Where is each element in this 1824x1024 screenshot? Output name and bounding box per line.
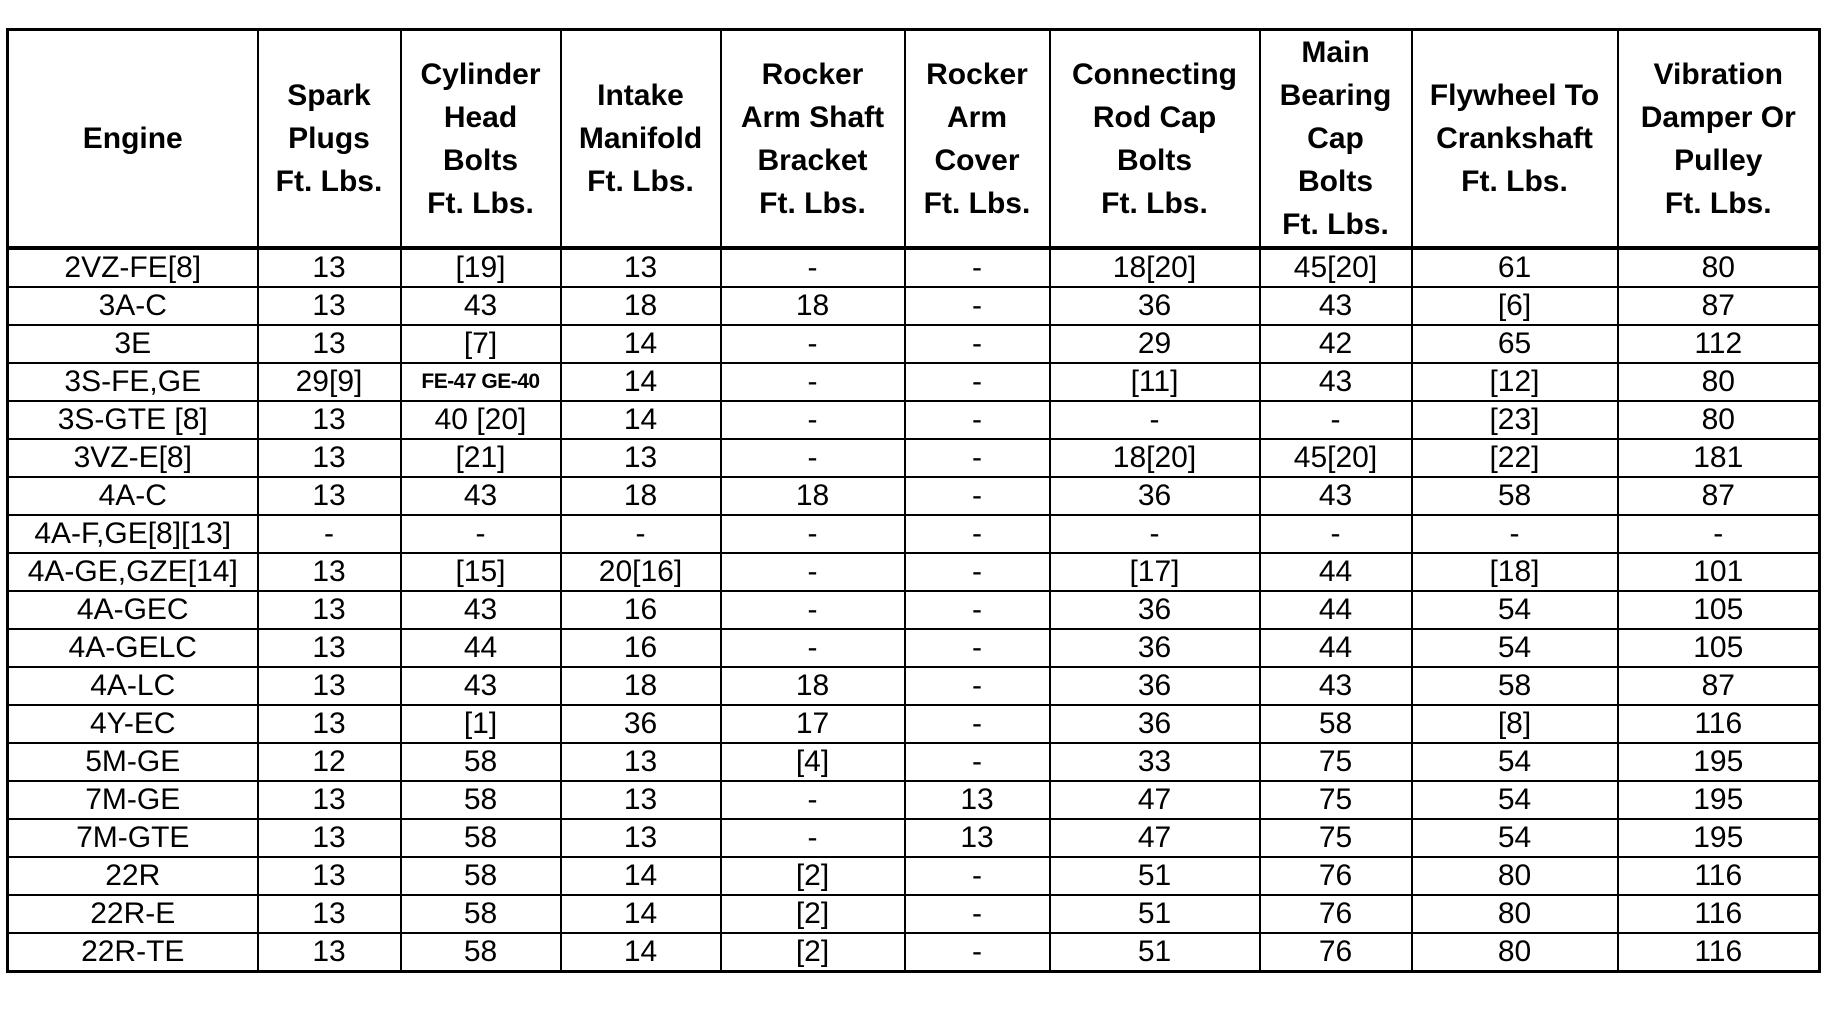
column-header-line: Ft. Lbs. xyxy=(1282,208,1389,241)
cell-cylinder-head-bolts: 44 xyxy=(401,629,561,667)
cell-rocker-arm-shaft-bracket: - xyxy=(721,325,905,363)
cell-spark-plugs: 13 xyxy=(258,857,401,895)
column-header-line: Bearing xyxy=(1279,79,1392,112)
column-header-line: Ft. Lbs. xyxy=(587,165,694,198)
cell-engine: 7M-GE xyxy=(8,781,258,819)
table-row xyxy=(8,553,1820,591)
cell-engine: 3E xyxy=(8,325,258,363)
header-row xyxy=(8,30,1820,249)
cell-rocker-arm-shaft-bracket: [4] xyxy=(721,743,905,781)
cell-vibration-damper-or-pulley: 80 xyxy=(1618,363,1820,401)
cell-intake-manifold: 16 xyxy=(561,629,721,667)
cell-cylinder-head-bolts: 43 xyxy=(401,287,561,325)
cell-vibration-damper-or-pulley: 195 xyxy=(1618,781,1820,819)
cell-main-bearing-cap-bolts: 45[20] xyxy=(1260,439,1412,477)
cell-vibration-damper-or-pulley: 116 xyxy=(1618,933,1820,972)
cell-connecting-rod-cap-bolts: 36 xyxy=(1050,591,1260,629)
cell-main-bearing-cap-bolts: 58 xyxy=(1260,705,1412,743)
table-row xyxy=(8,363,1820,401)
cell-connecting-rod-cap-bolts: 18[20] xyxy=(1050,248,1260,287)
cell-vibration-damper-or-pulley: 116 xyxy=(1618,895,1820,933)
column-header-line: Bolts xyxy=(1298,165,1373,198)
cell-intake-manifold: 14 xyxy=(561,895,721,933)
column-header-spark-plugs xyxy=(258,30,401,249)
cell-flywheel-to-crankshaft: 58 xyxy=(1412,667,1618,705)
cell-flywheel-to-crankshaft: 54 xyxy=(1412,819,1618,857)
cell-rocker-arm-shaft-bracket: [2] xyxy=(721,895,905,933)
column-header-connecting-rod-cap-bolts xyxy=(1050,30,1260,249)
cell-spark-plugs: 13 xyxy=(258,439,401,477)
cell-cylinder-head-bolts: 40 [20] xyxy=(401,401,561,439)
cell-cylinder-head-bolts: 58 xyxy=(401,781,561,819)
cell-rocker-arm-shaft-bracket: 18 xyxy=(721,477,905,515)
cell-rocker-arm-cover: - xyxy=(905,287,1050,325)
cell-rocker-arm-shaft-bracket: - xyxy=(721,629,905,667)
column-header-line: Cylinder xyxy=(420,57,541,91)
column-header-line: Cap xyxy=(1307,122,1364,155)
cell-rocker-arm-cover: - xyxy=(905,895,1050,933)
cell-intake-manifold: 14 xyxy=(561,401,721,439)
cell-flywheel-to-crankshaft: [18] xyxy=(1412,553,1618,591)
cell-engine: 22R-E xyxy=(8,895,258,933)
cell-cylinder-head-bolts: [15] xyxy=(401,553,561,591)
cell-main-bearing-cap-bolts: 45[20] xyxy=(1260,248,1412,287)
cell-rocker-arm-cover: - xyxy=(905,705,1050,743)
cell-flywheel-to-crankshaft: 58 xyxy=(1412,477,1618,515)
column-header-line: Arm xyxy=(946,100,1007,134)
table-row xyxy=(8,819,1820,857)
cell-intake-manifold: 14 xyxy=(561,363,721,401)
table-row xyxy=(8,477,1820,515)
table-row xyxy=(8,401,1820,439)
cell-vibration-damper-or-pulley: 87 xyxy=(1618,287,1820,325)
column-header-line: Engine xyxy=(82,122,183,155)
cell-engine: 3VZ-E[8] xyxy=(8,439,258,477)
column-header-line: Intake xyxy=(597,79,684,112)
column-header-rocker-arm-shaft-bracket xyxy=(721,30,905,249)
cell-connecting-rod-cap-bolts: 51 xyxy=(1050,857,1260,895)
cell-rocker-arm-cover: - xyxy=(905,933,1050,972)
cell-flywheel-to-crankshaft: [23] xyxy=(1412,401,1618,439)
cell-main-bearing-cap-bolts: 76 xyxy=(1260,857,1412,895)
cell-flywheel-to-crankshaft: 80 xyxy=(1412,895,1618,933)
table-row xyxy=(8,248,1820,287)
cell-vibration-damper-or-pulley: 112 xyxy=(1618,325,1820,363)
column-header-rocker-arm-cover xyxy=(905,30,1050,249)
cell-connecting-rod-cap-bolts: 36 xyxy=(1050,629,1260,667)
cell-vibration-damper-or-pulley: 80 xyxy=(1618,401,1820,439)
cell-rocker-arm-cover: - xyxy=(905,857,1050,895)
column-header-line: Pulley xyxy=(1674,143,1763,177)
column-header-line: Ft. Lbs. xyxy=(759,186,866,220)
cell-engine: 22R xyxy=(8,857,258,895)
cell-main-bearing-cap-bolts: 43 xyxy=(1260,477,1412,515)
column-header-vibration-damper-or-pulley xyxy=(1618,30,1820,249)
cell-spark-plugs: 13 xyxy=(258,705,401,743)
cell-rocker-arm-cover: - xyxy=(905,553,1050,591)
cell-main-bearing-cap-bolts: 44 xyxy=(1260,629,1412,667)
cell-rocker-arm-shaft-bracket: [2] xyxy=(721,933,905,972)
cell-engine: 7M-GTE xyxy=(8,819,258,857)
cell-spark-plugs: 13 xyxy=(258,781,401,819)
cell-rocker-arm-cover: - xyxy=(905,477,1050,515)
cell-vibration-damper-or-pulley: 195 xyxy=(1618,819,1820,857)
column-header-line: Arm Shaft xyxy=(740,100,885,134)
cell-connecting-rod-cap-bolts: 47 xyxy=(1050,781,1260,819)
cell-main-bearing-cap-bolts: 75 xyxy=(1260,743,1412,781)
table-row xyxy=(8,629,1820,667)
cell-flywheel-to-crankshaft: - xyxy=(1412,515,1618,553)
table-row xyxy=(8,857,1820,895)
column-header-engine xyxy=(8,30,258,249)
cell-flywheel-to-crankshaft: [12] xyxy=(1412,363,1618,401)
column-header-flywheel-to-crankshaft xyxy=(1412,30,1618,249)
cell-cylinder-head-bolts: 43 xyxy=(401,591,561,629)
cell-cylinder-head-bolts: 58 xyxy=(401,933,561,972)
cell-connecting-rod-cap-bolts: 18[20] xyxy=(1050,439,1260,477)
cell-spark-plugs: 13 xyxy=(258,819,401,857)
cell-intake-manifold: 13 xyxy=(561,781,721,819)
cell-connecting-rod-cap-bolts: 36 xyxy=(1050,477,1260,515)
cell-connecting-rod-cap-bolts: [17] xyxy=(1050,553,1260,591)
cell-engine: 3S-FE,GE xyxy=(8,363,258,401)
cell-engine: 4A-LC xyxy=(8,667,258,705)
cell-main-bearing-cap-bolts: 76 xyxy=(1260,895,1412,933)
cell-main-bearing-cap-bolts: 42 xyxy=(1260,325,1412,363)
cell-rocker-arm-shaft-bracket: - xyxy=(721,515,905,553)
column-header-line: Ft. Lbs. xyxy=(1101,186,1208,220)
cell-connecting-rod-cap-bolts: [11] xyxy=(1050,363,1260,401)
cell-rocker-arm-cover: - xyxy=(905,743,1050,781)
cell-intake-manifold: 16 xyxy=(561,591,721,629)
table-body xyxy=(8,248,1820,972)
cell-connecting-rod-cap-bolts: - xyxy=(1050,515,1260,553)
cell-main-bearing-cap-bolts: - xyxy=(1260,515,1412,553)
column-header-line: Rod Cap xyxy=(1092,100,1217,134)
cell-rocker-arm-cover: - xyxy=(905,248,1050,287)
cell-vibration-damper-or-pulley: 80 xyxy=(1618,248,1820,287)
cell-engine: 4A-GE,GZE[14] xyxy=(8,553,258,591)
cell-flywheel-to-crankshaft: 80 xyxy=(1412,933,1618,972)
cell-rocker-arm-cover: - xyxy=(905,667,1050,705)
cell-rocker-arm-cover: - xyxy=(905,591,1050,629)
cell-connecting-rod-cap-bolts: 29 xyxy=(1050,325,1260,363)
cell-rocker-arm-cover: - xyxy=(905,439,1050,477)
cell-spark-plugs: 13 xyxy=(258,477,401,515)
cell-vibration-damper-or-pulley: - xyxy=(1618,515,1820,553)
cell-connecting-rod-cap-bolts: 36 xyxy=(1050,667,1260,705)
cell-vibration-damper-or-pulley: 105 xyxy=(1618,591,1820,629)
cell-engine: 22R-TE xyxy=(8,933,258,972)
table-row xyxy=(8,439,1820,477)
cell-intake-manifold: 14 xyxy=(561,933,721,972)
column-header-line: Ft. Lbs. xyxy=(427,186,534,220)
cell-flywheel-to-crankshaft: 54 xyxy=(1412,591,1618,629)
cell-connecting-rod-cap-bolts: 47 xyxy=(1050,819,1260,857)
cell-vibration-damper-or-pulley: 181 xyxy=(1618,439,1820,477)
cell-intake-manifold: 13 xyxy=(561,819,721,857)
cell-main-bearing-cap-bolts: - xyxy=(1260,401,1412,439)
cell-engine: 2VZ-FE[8] xyxy=(8,248,258,287)
cell-main-bearing-cap-bolts: 75 xyxy=(1260,819,1412,857)
cell-spark-plugs: 12 xyxy=(258,743,401,781)
cell-spark-plugs: - xyxy=(258,515,401,553)
cell-flywheel-to-crankshaft: [8] xyxy=(1412,705,1618,743)
cell-flywheel-to-crankshaft: 54 xyxy=(1412,781,1618,819)
cell-cylinder-head-bolts: 58 xyxy=(401,743,561,781)
cell-cylinder-head-bolts: 43 xyxy=(401,477,561,515)
table-row xyxy=(8,667,1820,705)
cell-vibration-damper-or-pulley: 87 xyxy=(1618,477,1820,515)
column-header-line: Ft. Lbs. xyxy=(275,165,383,198)
cell-intake-manifold: 13 xyxy=(561,248,721,287)
cell-cylinder-head-bolts: [19] xyxy=(401,248,561,287)
cell-flywheel-to-crankshaft: [6] xyxy=(1412,287,1618,325)
cell-cylinder-head-bolts: 58 xyxy=(401,895,561,933)
table-row xyxy=(8,591,1820,629)
cell-rocker-arm-shaft-bracket: 17 xyxy=(721,705,905,743)
cell-intake-manifold: 18 xyxy=(561,287,721,325)
column-header-line: Bracket xyxy=(757,143,868,177)
column-header-intake-manifold xyxy=(561,30,721,249)
cell-rocker-arm-cover: - xyxy=(905,629,1050,667)
cell-rocker-arm-shaft-bracket: - xyxy=(721,439,905,477)
column-header-line: Cover xyxy=(934,143,1020,177)
cell-main-bearing-cap-bolts: 75 xyxy=(1260,781,1412,819)
cell-vibration-damper-or-pulley: 105 xyxy=(1618,629,1820,667)
table-row xyxy=(8,743,1820,781)
cell-connecting-rod-cap-bolts: 51 xyxy=(1050,895,1260,933)
cell-vibration-damper-or-pulley: 116 xyxy=(1618,705,1820,743)
cell-intake-manifold: 18 xyxy=(561,477,721,515)
column-header-line: Ft. Lbs. xyxy=(923,186,1031,220)
torque-spec-table xyxy=(6,28,1821,973)
cell-vibration-damper-or-pulley: 195 xyxy=(1618,743,1820,781)
cell-cylinder-head-bolts: 58 xyxy=(401,819,561,857)
cell-rocker-arm-shaft-bracket: 18 xyxy=(721,667,905,705)
cell-rocker-arm-shaft-bracket: - xyxy=(721,248,905,287)
column-header-line: Ft. Lbs. xyxy=(1664,186,1772,220)
cell-rocker-arm-shaft-bracket: [2] xyxy=(721,857,905,895)
cell-cylinder-head-bolts: - xyxy=(401,515,561,553)
cell-engine: 5M-GE xyxy=(8,743,258,781)
column-header-line: Plugs xyxy=(288,122,370,155)
column-header-line: Vibration xyxy=(1653,57,1783,91)
cell-intake-manifold: 14 xyxy=(561,325,721,363)
column-header-main-bearing-cap-bolts xyxy=(1260,30,1412,249)
column-header-line: Rocker xyxy=(926,57,1028,91)
cell-main-bearing-cap-bolts: 44 xyxy=(1260,553,1412,591)
cell-vibration-damper-or-pulley: 87 xyxy=(1618,667,1820,705)
cell-rocker-arm-cover: 13 xyxy=(905,819,1050,857)
cell-spark-plugs: 13 xyxy=(258,629,401,667)
table-row xyxy=(8,933,1820,972)
cell-cylinder-head-bolts: 58 xyxy=(401,857,561,895)
table-row xyxy=(8,705,1820,743)
cell-vibration-damper-or-pulley: 101 xyxy=(1618,553,1820,591)
cell-intake-manifold: 20[16] xyxy=(561,553,721,591)
cell-connecting-rod-cap-bolts: 36 xyxy=(1050,287,1260,325)
table-row xyxy=(8,895,1820,933)
cell-intake-manifold: 13 xyxy=(561,743,721,781)
column-header-line: Connecting xyxy=(1072,57,1237,91)
cell-spark-plugs: 13 xyxy=(258,325,401,363)
cell-engine: 4A-C xyxy=(8,477,258,515)
cell-rocker-arm-shaft-bracket: - xyxy=(721,401,905,439)
cell-rocker-arm-shaft-bracket: - xyxy=(721,819,905,857)
cell-rocker-arm-shaft-bracket: 18 xyxy=(721,287,905,325)
cell-rocker-arm-shaft-bracket: - xyxy=(721,591,905,629)
cell-intake-manifold: 14 xyxy=(561,857,721,895)
column-header-line: Main xyxy=(1301,36,1370,69)
column-header-line: Flywheel To xyxy=(1429,79,1600,112)
cell-vibration-damper-or-pulley: 116 xyxy=(1618,857,1820,895)
cell-engine: 4Y-EC xyxy=(8,705,258,743)
cell-engine: 4A-GEC xyxy=(8,591,258,629)
cell-rocker-arm-cover: - xyxy=(905,515,1050,553)
cell-engine: 4A-F,GE[8][13] xyxy=(8,515,258,553)
cell-main-bearing-cap-bolts: 44 xyxy=(1260,591,1412,629)
cell-spark-plugs: 13 xyxy=(258,401,401,439)
cell-rocker-arm-cover: - xyxy=(905,363,1050,401)
cell-rocker-arm-shaft-bracket: - xyxy=(721,781,905,819)
column-header-line: Manifold xyxy=(578,122,703,155)
cell-connecting-rod-cap-bolts: 33 xyxy=(1050,743,1260,781)
table-row xyxy=(8,287,1820,325)
cell-engine: 4A-GELC xyxy=(8,629,258,667)
cell-main-bearing-cap-bolts: 43 xyxy=(1260,363,1412,401)
cell-main-bearing-cap-bolts: 76 xyxy=(1260,933,1412,972)
column-header-line: Spark xyxy=(287,79,371,112)
cell-connecting-rod-cap-bolts: 36 xyxy=(1050,705,1260,743)
table-row xyxy=(8,515,1820,553)
cell-rocker-arm-shaft-bracket: - xyxy=(721,363,905,401)
column-header-line: Bolts xyxy=(1117,143,1192,177)
cell-intake-manifold: 36 xyxy=(561,705,721,743)
cell-engine: 3A-C xyxy=(8,287,258,325)
cell-intake-manifold: 18 xyxy=(561,667,721,705)
cell-flywheel-to-crankshaft: 80 xyxy=(1412,857,1618,895)
cell-cylinder-head-bolts: [1] xyxy=(401,705,561,743)
column-header-line: Bolts xyxy=(443,143,518,177)
column-header-line: Head xyxy=(443,100,518,134)
cell-flywheel-to-crankshaft: [22] xyxy=(1412,439,1618,477)
cell-cylinder-head-bolts: [7] xyxy=(401,325,561,363)
cell-spark-plugs: 13 xyxy=(258,287,401,325)
cell-spark-plugs: 13 xyxy=(258,553,401,591)
table-row xyxy=(8,325,1820,363)
cell-cylinder-head-bolts: FE-47 GE-40 xyxy=(401,363,561,401)
column-header-line: Crankshaft xyxy=(1436,122,1593,155)
cell-cylinder-head-bolts: [21] xyxy=(401,439,561,477)
cell-flywheel-to-crankshaft: 61 xyxy=(1412,248,1618,287)
cell-intake-manifold: - xyxy=(561,515,721,553)
table-row xyxy=(8,781,1820,819)
cell-spark-plugs: 13 xyxy=(258,248,401,287)
cell-flywheel-to-crankshaft: 54 xyxy=(1412,743,1618,781)
cell-rocker-arm-cover: 13 xyxy=(905,781,1050,819)
column-header-line: Damper Or xyxy=(1640,100,1796,134)
cell-rocker-arm-shaft-bracket: - xyxy=(721,553,905,591)
cell-connecting-rod-cap-bolts: 51 xyxy=(1050,933,1260,972)
cell-main-bearing-cap-bolts: 43 xyxy=(1260,667,1412,705)
cell-rocker-arm-cover: - xyxy=(905,325,1050,363)
cell-spark-plugs: 13 xyxy=(258,895,401,933)
cell-spark-plugs: 13 xyxy=(258,933,401,972)
cell-spark-plugs: 13 xyxy=(258,667,401,705)
cell-intake-manifold: 13 xyxy=(561,439,721,477)
cell-cylinder-head-bolts: 43 xyxy=(401,667,561,705)
cell-main-bearing-cap-bolts: 43 xyxy=(1260,287,1412,325)
column-header-cylinder-head-bolts xyxy=(401,30,561,249)
column-header-line: Ft. Lbs. xyxy=(1461,165,1568,198)
cell-connecting-rod-cap-bolts: - xyxy=(1050,401,1260,439)
cell-flywheel-to-crankshaft: 65 xyxy=(1412,325,1618,363)
cell-spark-plugs: 29[9] xyxy=(258,363,401,401)
cell-flywheel-to-crankshaft: 54 xyxy=(1412,629,1618,667)
cell-spark-plugs: 13 xyxy=(258,591,401,629)
column-header-line: Rocker xyxy=(761,57,864,91)
cell-engine: 3S-GTE [8] xyxy=(8,401,258,439)
cell-rocker-arm-cover: - xyxy=(905,401,1050,439)
